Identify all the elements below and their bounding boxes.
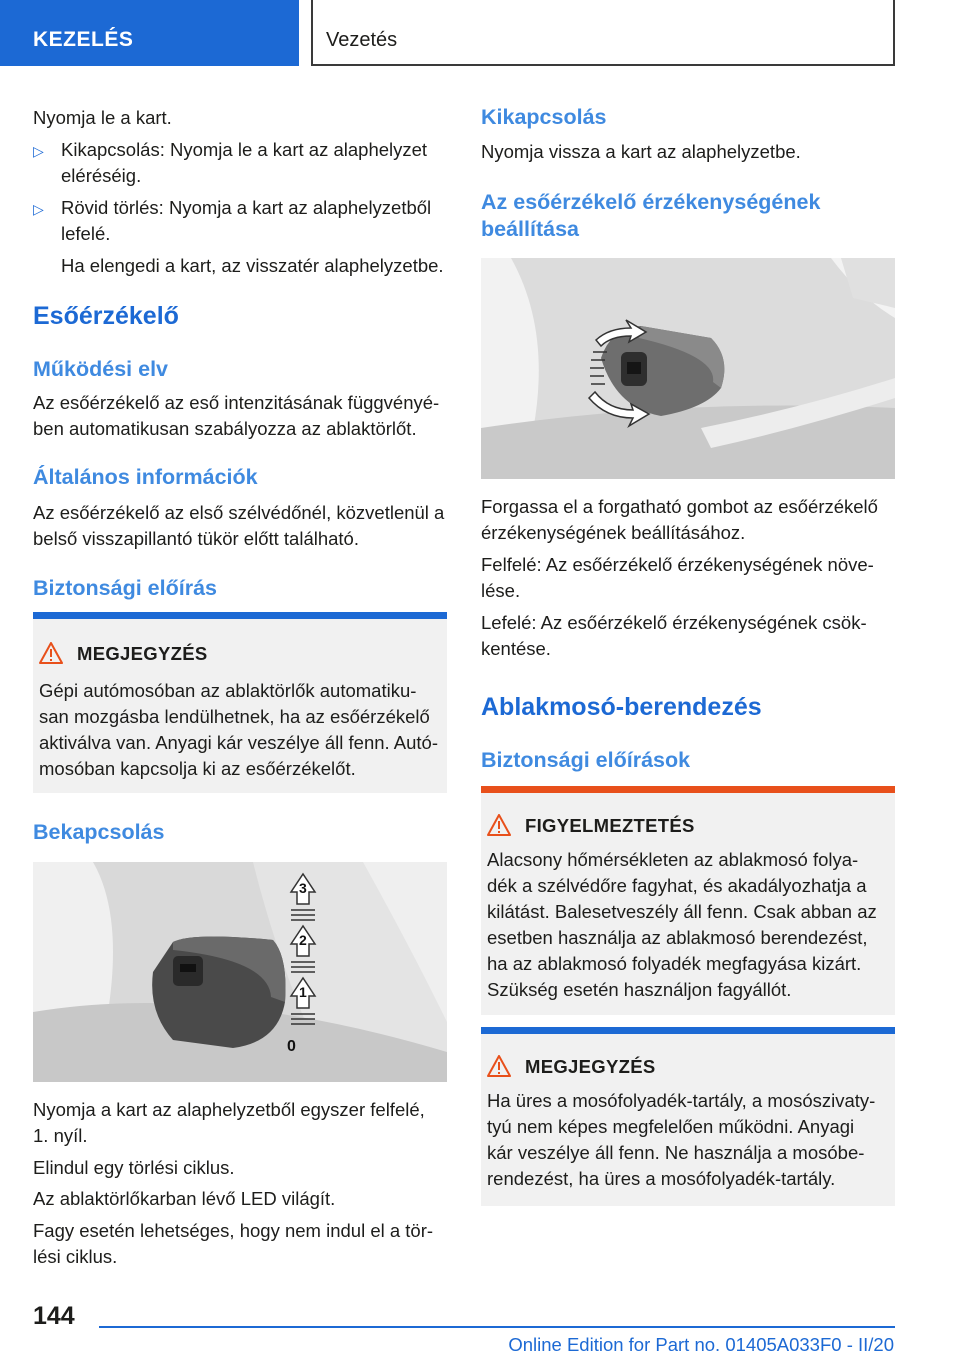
up-line-1: Felfelé: Az esőérzékelő érzékenységének növe-: [481, 554, 874, 575]
bullet-2-line-2: lefelé.: [61, 223, 111, 244]
heading-principle: Működési elv: [33, 357, 169, 381]
heading-sensitivity-line-2: beállítása: [481, 217, 579, 241]
intro-text: Nyomja le a kart.: [33, 107, 172, 128]
warning-line-1: Alacsony hőmérsékleten az ablakmosó folya-: [487, 849, 859, 870]
position-label-0: 0: [287, 1038, 296, 1055]
down-line-2: kentése.: [481, 638, 551, 659]
warning-line-4: esetben használja az ablakmosó berendezést,: [487, 927, 868, 948]
general-line-2: belső visszapillantó tükör előtt található.: [33, 528, 359, 549]
triangle-bullet-icon: ▷: [33, 143, 44, 159]
notice-2-title: MEGJEGYZÉS: [525, 1056, 656, 1077]
notice-line-3: aktiválva van. Anyagi kár veszélye áll fenn. Autó-: [39, 732, 438, 753]
down-line-1: Lefelé: Az esőérzékelő érzékenységének csök-: [481, 612, 867, 633]
heading-switch-off: Kikapcsolás: [481, 105, 607, 129]
section-tab: [0, 0, 299, 66]
chapter-title: Vezetés: [326, 29, 398, 51]
arrow-label-2: 2: [299, 932, 307, 948]
notice-bar: [33, 612, 447, 619]
warning-line-3: kilátást. Balesetveszély áll fenn. Csak abban az: [487, 901, 877, 922]
notice-2-line-2: tyú nem képes megfelelően működni. Anyagi: [487, 1116, 855, 1137]
chapter-frame: [311, 0, 895, 66]
general-line-1: Az esőérzékelő az első szélvédőnél, közvetlenül a: [33, 502, 445, 523]
warning-line-2: dék a szélvédőre fagyhat, és akadályozhatja a: [487, 875, 867, 896]
heading-general-info: Általános információk: [33, 465, 258, 489]
frost-line-1: Fagy esetén lehetséges, hogy nem indul el a tör-: [33, 1220, 434, 1241]
notice-box-2: [481, 1027, 895, 1206]
heading-sensitivity-line-1: Az esőérzékelő érzékenységének: [481, 190, 821, 214]
turn-line-1: Forgassa el a forgatható gombot az esőérzékelő: [481, 496, 878, 517]
up-line-2: lése.: [481, 580, 521, 601]
principle-line-2: ben automatikusan szabályozza az ablaktörlőt.: [33, 418, 417, 439]
warning-box: [481, 786, 895, 1015]
arrow-label-1: 1: [299, 984, 307, 1000]
notice-2-line-4: rendezést, ha üres a mosófolyadék-tartály.: [487, 1168, 836, 1189]
turn-line-2: érzékenységének beállításához.: [481, 522, 746, 543]
footer-rule: [99, 1326, 895, 1328]
heading-switch-on: Bekapcsolás: [33, 820, 165, 844]
warning-triangle-icon: [487, 814, 511, 836]
warning-line-6: Szükség esetén használjon fagyállót.: [487, 979, 792, 1000]
arrow-label-3: 3: [299, 880, 307, 896]
heading-washer: Ablakmosó-berendezés: [481, 693, 762, 721]
warning-triangle-icon: [39, 642, 63, 664]
wipe-cycle-text: Elindul egy törlési ciklus.: [33, 1157, 235, 1178]
notice-title: MEGJEGYZÉS: [77, 643, 208, 664]
warning-bar: [481, 786, 895, 793]
wiper-lever-illustration: [33, 862, 447, 1082]
section-title: KEZELÉS: [33, 28, 134, 51]
notice-line-1: Gépi autómosóban az ablaktörlők automatiku-: [39, 680, 417, 701]
triangle-bullet-icon: ▷: [33, 201, 44, 217]
notice-2-line-1: Ha üres a mosófolyadék-tartály, a mosószivaty-: [487, 1090, 876, 1111]
release-note: Ha elengedi a kart, az visszatér alaphelyzetbe.: [61, 255, 444, 276]
notice-line-4: mosóban kapcsolja ki az esőérzékelőt.: [39, 758, 356, 779]
footer-edition: Online Edition for Part no. 01405A033F0 - II/20: [508, 1334, 894, 1355]
switch-off-text: Nyomja vissza a kart az alaphelyzetbe.: [481, 141, 801, 162]
led-text: Az ablaktörlőkarban lévő LED világít.: [33, 1188, 336, 1209]
warning-line-5: ha az ablakmosó folyadék megfagyása kizárt.: [487, 953, 862, 974]
page-number: 144: [33, 1302, 75, 1330]
wiper-lever-figure: [33, 862, 447, 1082]
notice-2-line-3: kár veszélye áll fenn. Ne használja a mosóbe-: [487, 1142, 865, 1163]
notice-line-2: san mozgásba lendülhetnek, ha az esőérzékelő: [39, 706, 430, 727]
warning-triangle-icon: [487, 1055, 511, 1077]
heading-safety-rules: Biztonsági előírások: [481, 748, 691, 772]
sensitivity-knob-figure: [481, 258, 895, 479]
frost-line-2: lési ciklus.: [33, 1246, 118, 1267]
notice-box: [33, 612, 447, 793]
bullet-2-line-1: Rövid törlés: Nyomja a kart az alaphelyzetből: [61, 197, 432, 218]
after-fig-line-2: 1. nyíl.: [33, 1125, 88, 1146]
principle-line-1: Az esőérzékelő az eső intenzitásának függvényé-: [33, 392, 440, 413]
sensitivity-knob-illustration: [481, 258, 895, 479]
notice-bar-2: [481, 1027, 895, 1034]
bullet-1-line-1: Kikapcsolás: Nyomja le a kart az alaphelyzet: [61, 139, 428, 160]
heading-safety: Biztonsági előírás: [33, 576, 217, 600]
bullet-1-line-2: eléréséig.: [61, 165, 142, 186]
after-fig-line-1: Nyomja a kart az alaphelyzetből egyszer felfelé,: [33, 1099, 425, 1120]
heading-rain-sensor: Esőérzékelő: [33, 302, 179, 330]
warning-title: FIGYELMEZTETÉS: [525, 815, 695, 836]
